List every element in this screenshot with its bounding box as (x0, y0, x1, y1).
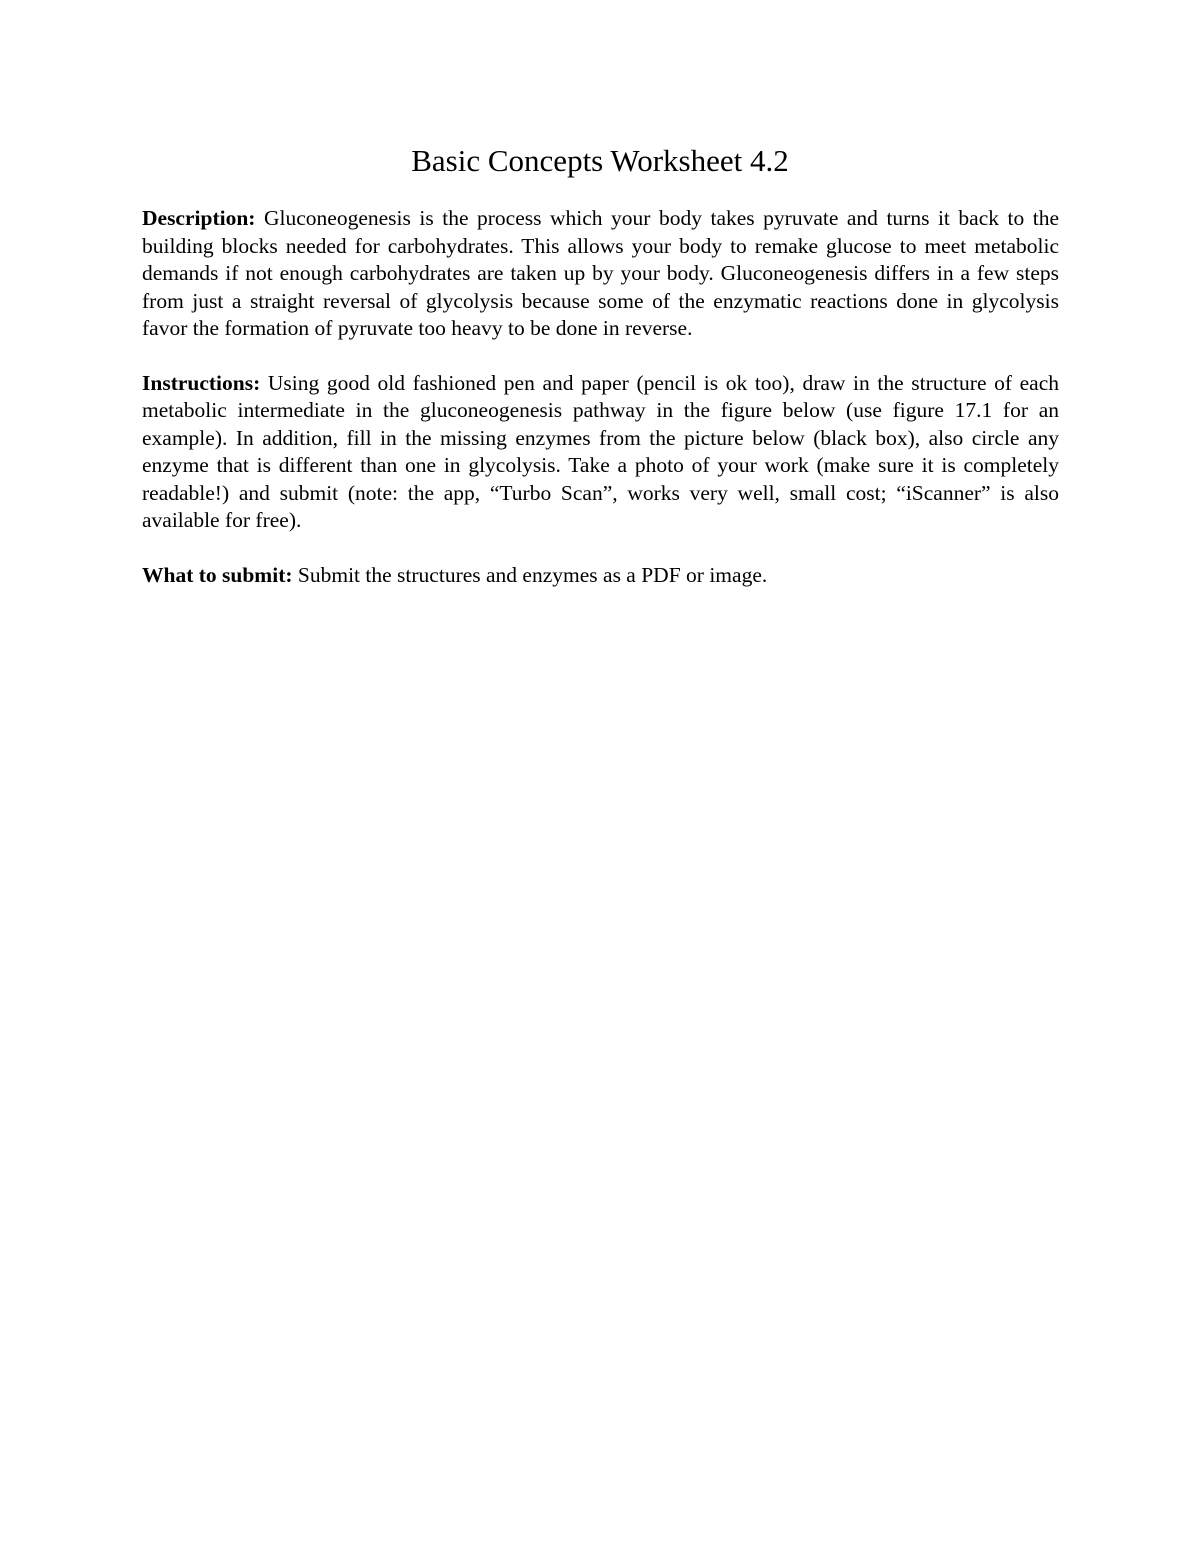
instructions-label-text: Instructions (142, 370, 254, 395)
submit-label-text: What to submit (142, 562, 286, 587)
description-label (142, 206, 255, 230)
instructions-label-separator: : (253, 370, 261, 395)
instructions-text: Using good old fashioned pen and paper (pencil is ok too), draw in the structure of each metabolic intermediate in the gluconeogenesis pathway in the figure below (use figure 17.1 for an example). In addition, fill in the missing enzymes from the picture below (black box), also circle any enzyme that is different than one in glycolysis. Take a photo of your work (make sure it is completely readable!) and submit (note: the app, “Turbo Scan”, works very well, small cost; “iScanner” is also available for free). (142, 370, 1060, 532)
description-label-separator: : (248, 206, 256, 230)
description-text: Gluconeogenesis is the process which your body takes pyruvate and turns it back to the building blocks needed for carbohydrates. This allows your body to remake glucose to meet metabolic demands if not enough carbohydrates are taken up by your body. Gluconeogenesis differs in a few steps from just a straight reversal of glycolysis because some of the enzymatic reactions done in glycolysis favor the formation of pyruvate too heavy to be done in reverse. (142, 206, 1060, 340)
submit-paragraph (142, 562, 1059, 590)
document-body (142, 205, 1059, 616)
submit-label-separator: : (285, 562, 293, 587)
instructions-paragraph (142, 370, 1059, 535)
description-paragraph (142, 205, 1059, 343)
instructions-label (142, 371, 260, 395)
description-label-text: Description (142, 206, 249, 230)
submit-text: Submit the structures and enzymes as a PDF or image. (297, 562, 768, 587)
submit-label (142, 563, 293, 587)
page-title: Basic Concepts Worksheet 4.2 (411, 143, 789, 178)
